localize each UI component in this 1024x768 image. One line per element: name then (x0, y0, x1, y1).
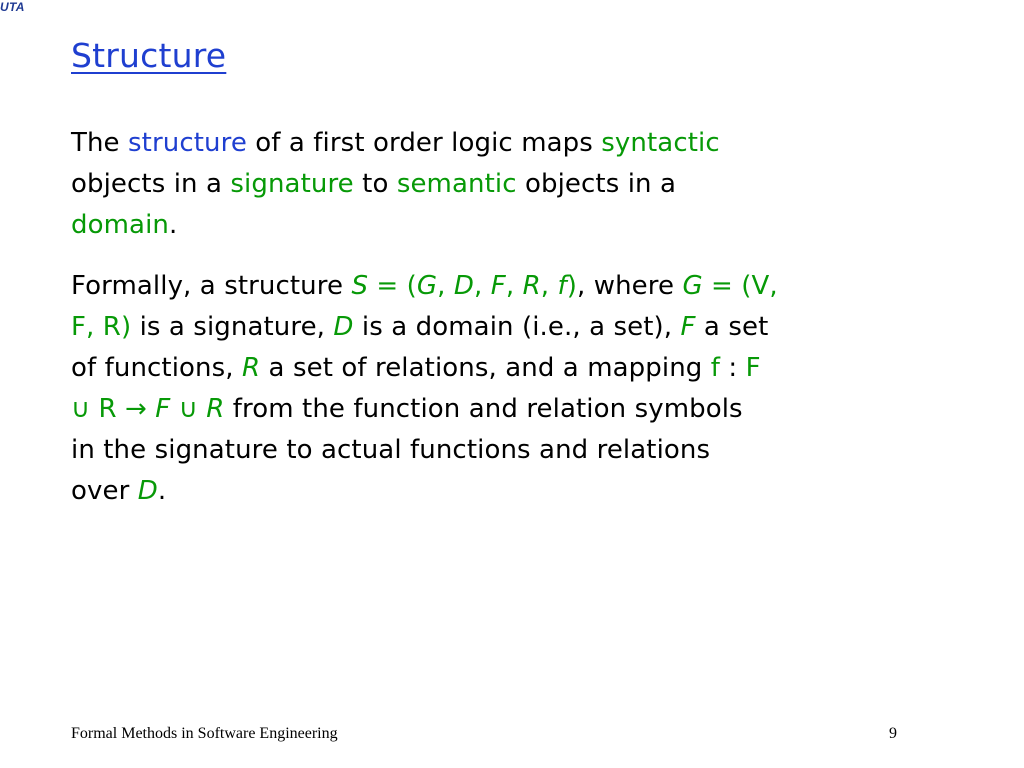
symbol-R: R (242, 353, 261, 383)
symbol-R: R (206, 394, 225, 424)
symbol-R: R (522, 271, 541, 301)
symbol-G: G (416, 271, 438, 301)
text: from the function and relation symbols (224, 394, 743, 424)
text: of a first order logic maps (246, 128, 602, 158)
slide-title: Structure (71, 36, 227, 75)
formula-signature (682, 271, 777, 301)
text: , (505, 271, 523, 301)
symbol-S: S (351, 271, 369, 301)
text: of functions, (71, 353, 243, 383)
text: , where (576, 271, 683, 301)
formula-signature-cont: F, R) (71, 312, 132, 342)
text: is a signature, (131, 312, 334, 342)
symbol-R: R (90, 394, 126, 424)
footer-course-title: Formal Methods in Software Engineering (71, 725, 338, 742)
symbol-F: F (737, 353, 761, 383)
text: in the signature to actual functions and relations (71, 435, 711, 465)
symbol-D: D (453, 271, 475, 301)
symbol-D: D (333, 312, 354, 342)
text: = (V, (702, 271, 778, 301)
text: to (353, 169, 397, 199)
text: a set of relations, and a mapping (260, 353, 711, 383)
text: , (437, 271, 454, 301)
term-structure: structure (128, 128, 247, 158)
slide-body (71, 123, 931, 512)
text: , (474, 271, 491, 301)
symbol-arrow: → (125, 394, 147, 424)
paragraph-formal-definition (71, 266, 931, 512)
symbol-union: ∪ (71, 394, 91, 424)
symbol-union: ∪ (170, 394, 207, 424)
paragraph-structure-definition (71, 123, 931, 246)
text: The (71, 128, 129, 158)
term-semantic: semantic (396, 169, 517, 199)
text: . (157, 476, 167, 506)
symbol-D: D (137, 476, 158, 506)
text: . (168, 210, 178, 240)
symbol-G: G (682, 271, 703, 301)
term-syntactic: syntactic (601, 128, 720, 158)
text: is a domain (i.e., a set), (353, 312, 681, 342)
term-domain: domain (71, 210, 169, 240)
symbol-F: F (146, 394, 171, 424)
formula-structure (351, 271, 577, 301)
text: over (71, 476, 138, 506)
term-signature: signature (230, 169, 354, 199)
text: Formally, a structure (71, 271, 352, 301)
symbol-f: f (557, 271, 567, 301)
text: objects in a (71, 169, 231, 199)
text: , (540, 271, 558, 301)
text: a set (695, 312, 769, 342)
symbol-F: F (490, 271, 506, 301)
text: ) (566, 271, 577, 301)
symbol-F: F (680, 312, 696, 342)
text: : (720, 353, 738, 383)
symbol-f: f (710, 353, 721, 383)
text: objects in a (516, 169, 677, 199)
text: = ( (368, 271, 417, 301)
uta-logo: UTA (0, 0, 25, 14)
page-number: 9 (889, 725, 897, 742)
